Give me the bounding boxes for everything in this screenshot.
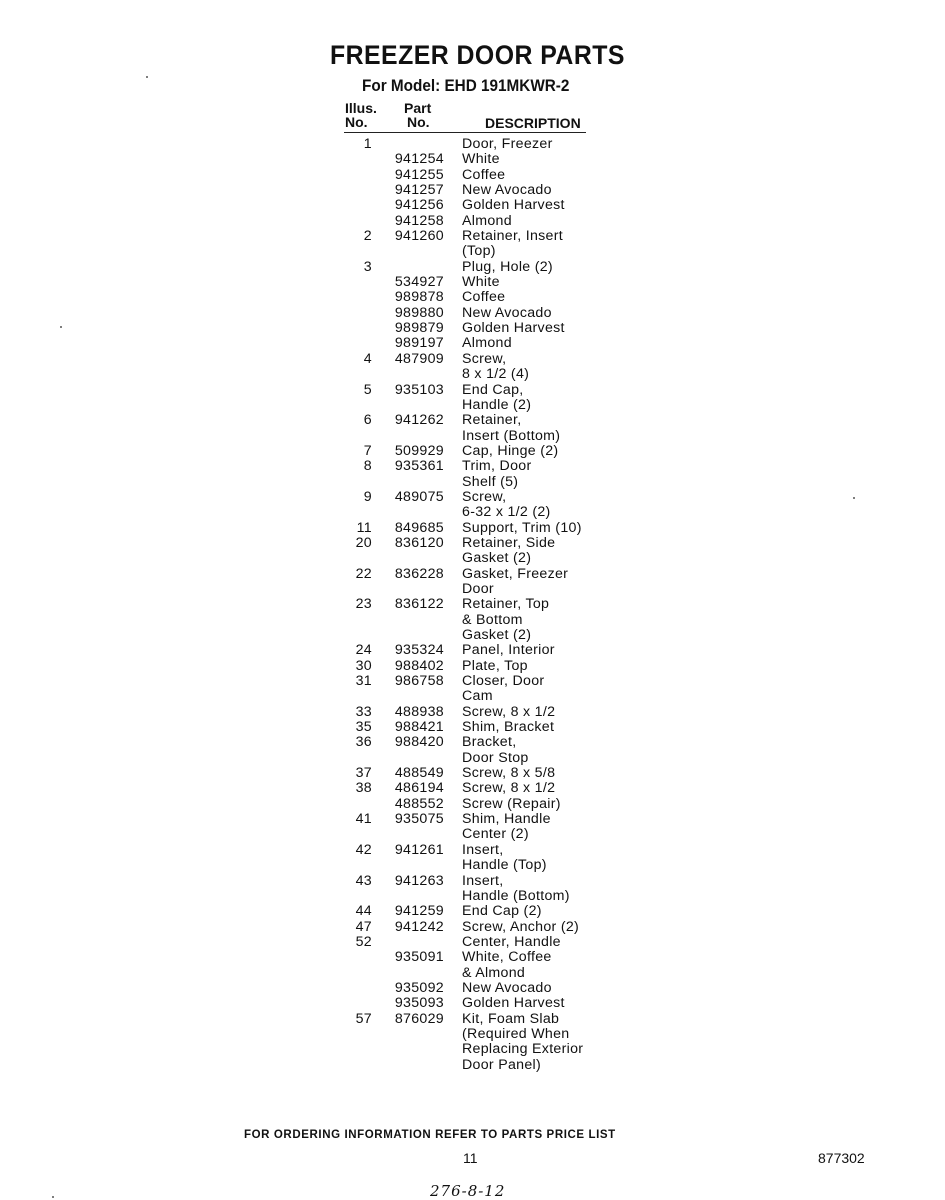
illus-number [340,152,372,167]
illus-number [340,981,372,996]
part-number: 941257 [394,182,444,199]
illus-number [340,290,372,305]
part-number: 935361 [394,458,444,475]
part-description: Almond [462,335,512,352]
part-header-line2: No. [407,114,430,130]
part-number: 935093 [394,995,444,1012]
part-number [372,628,462,643]
parts-row [340,751,610,766]
description-header: DESCRIPTION [485,115,581,131]
part-description: Gasket (2) [462,627,532,643]
part-description: Retainer, [462,412,522,429]
part-number [372,551,462,566]
parts-row [340,935,610,950]
document-number: 877302 [818,1150,865,1166]
illus-number [340,582,372,597]
part-description: Shim, Bracket [462,719,555,736]
parts-row [340,797,610,812]
parts-row [340,735,610,750]
part-description: Gasket (2) [462,550,532,567]
part-description: 6-32 x 1/2 (2) [462,504,551,521]
parts-row [340,275,610,290]
scan-speck [853,497,855,499]
illus-number [340,168,372,183]
part-description: (Top) [462,243,496,260]
part-description: New Avocado [462,979,552,996]
parts-row [340,950,610,965]
parts-row [340,152,610,167]
part-number: 488552 [394,795,444,812]
part-description: Handle (2) [462,396,532,413]
illus-number [340,751,372,766]
illus-number: 35 [355,719,372,736]
parts-row [340,505,610,520]
illus-number: 42 [355,841,372,858]
parts-row [340,874,610,889]
illus-number: 4 [363,350,372,367]
parts-row [340,352,610,367]
part-number [372,1058,462,1073]
parts-row [340,659,610,674]
part-number: 941260 [394,228,444,245]
scan-speck [146,76,148,78]
part-description: Plate, Top [462,657,528,674]
part-number: 489075 [394,488,444,505]
part-number: 935075 [394,811,444,828]
part-no-header [402,101,431,129]
part-description: Coffee [462,166,506,183]
part-number: 836120 [394,534,444,551]
part-number: 941242 [394,918,444,935]
part-description: Screw, Anchor (2) [462,918,580,935]
part-description: Screw, 8 x 5/8 [462,765,556,782]
parts-row [340,168,610,183]
illus-number [340,214,372,229]
part-number: 876029 [394,1010,444,1027]
part-description: New Avocado [462,182,552,199]
part-description: Door, Freezer [462,136,553,152]
part-description: Cap, Hinge (2) [462,442,559,459]
part-number: 989197 [394,335,444,352]
illus-number [340,858,372,873]
illus-number: 3 [363,258,372,275]
illus-number: 31 [355,673,372,690]
parts-row [340,1042,610,1057]
part-number [372,1042,462,1057]
part-description: Replacing Exterior [462,1041,584,1058]
part-description: Door Panel) [462,1056,542,1073]
parts-row [340,904,610,919]
illus-number: 38 [355,780,372,797]
parts-row [340,1058,610,1073]
part-description: Cam [462,688,493,705]
part-description: Handle (Top) [462,857,547,874]
part-description: Bracket, [462,734,517,751]
illus-number: 23 [355,596,372,613]
illus-number [340,628,372,643]
part-number: 988420 [394,734,444,751]
part-description: Closer, Door [462,673,545,690]
part-description: End Cap (2) [462,903,542,920]
parts-row [340,444,610,459]
part-description: Center, Handle [462,933,561,950]
illus-number: 20 [355,534,372,551]
scan-speck [52,1196,54,1198]
illus-number [340,398,372,413]
illus-number [340,689,372,704]
part-description: Shim, Handle [462,811,551,828]
parts-row [340,781,610,796]
parts-row [340,582,610,597]
illus-number [340,475,372,490]
header-rule [344,132,586,133]
parts-row [340,567,610,582]
part-number: 941261 [394,841,444,858]
illus-number [340,336,372,351]
part-description: Retainer, Insert [462,228,564,245]
illus-number: 36 [355,734,372,751]
part-description: New Avocado [462,304,552,321]
part-description: Insert, [462,841,504,858]
page-title: FREEZER DOOR PARTS [330,40,625,70]
part-number: 487909 [394,350,444,367]
parts-row [340,429,610,444]
parts-row [340,643,610,658]
parts-row [340,551,610,566]
illus-no-header [345,101,377,129]
illus-number [340,1027,372,1042]
illus-number: 30 [355,657,372,674]
part-number [372,613,462,628]
illus-number [340,966,372,981]
illus-number [340,367,372,382]
part-description: Shelf (5) [462,473,519,490]
page-number: 11 [463,1150,478,1166]
part-number: 534927 [394,274,444,291]
part-number [372,827,462,842]
part-description: & Bottom [462,611,523,628]
parts-row [340,398,610,413]
part-description: End Cap, [462,381,524,398]
part-number [372,751,462,766]
parts-row [340,920,610,935]
parts-row [340,383,610,398]
part-number: 941254 [394,151,444,168]
part-number: 941258 [394,212,444,229]
parts-row [340,827,610,842]
scan-speck [60,326,62,328]
parts-row [340,260,610,275]
part-number: 935091 [394,949,444,966]
illus-number [340,950,372,965]
parts-row [340,229,610,244]
illus-number [340,613,372,628]
part-description: Door [462,580,494,597]
part-number: 488549 [394,765,444,782]
illus-number: 7 [363,442,372,459]
illus-number: 1 [363,136,372,152]
part-number [372,689,462,704]
part-number [372,889,462,904]
parts-row [340,290,610,305]
part-description: Door Stop [462,749,529,766]
part-description: Handle (Bottom) [462,887,570,904]
part-description: Plug, Hole (2) [462,258,553,275]
parts-row [340,306,610,321]
illus-header-line1: Illus. [345,100,377,116]
illus-number: 41 [355,811,372,828]
parts-row [340,843,610,858]
part-description: Gasket, Freezer [462,565,569,582]
part-number: 935103 [394,381,444,398]
parts-row [340,597,610,612]
parts-row [340,889,610,904]
parts-row [340,521,610,536]
model-line: For Model: EHD 191MKWR-2 [362,76,570,95]
parts-row [340,336,610,351]
parts-row [340,1012,610,1027]
part-description: Golden Harvest [462,995,565,1012]
parts-row [340,475,610,490]
illus-number: 43 [355,872,372,889]
part-description: Center (2) [462,826,529,843]
illus-number [340,797,372,812]
illus-number: 52 [355,933,372,950]
part-description: Golden Harvest [462,320,565,337]
illus-number [340,244,372,259]
part-number: 836122 [394,596,444,613]
parts-row [340,198,610,213]
illus-header-line2: No. [345,114,368,130]
part-description: Screw, 8 x 1/2 [462,703,556,720]
part-number: 941259 [394,903,444,920]
parts-row [340,966,610,981]
part-number: 836228 [394,565,444,582]
part-number [372,505,462,520]
illus-number [340,183,372,198]
part-number: 941256 [394,197,444,214]
illus-number: 22 [355,565,372,582]
part-description: White, Coffee [462,949,552,966]
part-number: 509929 [394,442,444,459]
part-number [372,475,462,490]
part-number: 935324 [394,642,444,659]
part-description: Retainer, Top [462,596,550,613]
parts-row [340,613,610,628]
part-description: Insert, [462,872,504,889]
ordering-info-footer: FOR ORDERING INFORMATION REFER TO PARTS PRICE LIST [244,1129,616,1141]
parts-row [340,536,610,551]
part-description: Golden Harvest [462,197,565,214]
illus-number [340,306,372,321]
part-number [372,582,462,597]
part-number: 988421 [394,719,444,736]
part-number [372,260,462,275]
part-description: Almond [462,212,512,229]
illus-number: 5 [363,381,372,398]
illus-number [340,1042,372,1057]
parts-row [340,766,610,781]
parts-row [340,244,610,259]
part-number: 989878 [394,289,444,306]
illus-number: 37 [355,765,372,782]
illus-number [340,321,372,336]
part-number: 935092 [394,979,444,996]
illus-number: 24 [355,642,372,659]
part-description: (Required When [462,1025,570,1042]
part-number [372,935,462,950]
parts-row [340,214,610,229]
part-number: 988402 [394,657,444,674]
parts-row [340,413,610,428]
parts-row [340,1027,610,1042]
part-description: White [462,151,500,168]
illus-number: 6 [363,412,372,429]
part-number: 986758 [394,673,444,690]
illus-number [340,429,372,444]
illus-number [340,889,372,904]
part-description: Coffee [462,289,506,306]
parts-row [340,137,610,152]
parts-row [340,183,610,198]
illus-number: 47 [355,918,372,935]
parts-row [340,689,610,704]
illus-number [340,1058,372,1073]
illus-number [340,827,372,842]
parts-row [340,321,610,336]
part-number: 989879 [394,320,444,337]
illus-number [340,996,372,1011]
part-description: 8 x 1/2 (4) [462,366,530,383]
illus-number: 2 [363,228,372,245]
part-number [372,858,462,873]
part-number: 849685 [394,519,444,536]
part-number [372,137,462,152]
part-number [372,244,462,259]
illus-number: 9 [363,488,372,505]
illus-number [340,505,372,520]
part-description: Screw, [462,488,507,505]
part-number [372,367,462,382]
parts-row [340,490,610,505]
part-number: 941262 [394,412,444,429]
illus-number [340,198,372,213]
part-number: 941263 [394,872,444,889]
part-number: 941255 [394,166,444,183]
part-description: Screw (Repair) [462,795,561,812]
part-number [372,429,462,444]
parts-row [340,812,610,827]
part-description: Screw, 8 x 1/2 [462,780,556,797]
part-description: Trim, Door [462,458,532,475]
part-header-line1: Part [404,100,432,116]
illus-number: 33 [355,703,372,720]
part-number [372,398,462,413]
parts-row [340,858,610,873]
illus-number: 11 [356,519,372,536]
part-number: 488938 [394,703,444,720]
illus-number: 44 [355,903,372,920]
parts-row [340,628,610,643]
part-description: Panel, Interior [462,642,555,659]
illus-number [340,275,372,290]
parts-row [340,367,610,382]
illus-number: 57 [355,1010,372,1027]
parts-row [340,459,610,474]
part-number: 486194 [394,780,444,797]
part-description: & Almond [462,964,526,981]
part-description: Kit, Foam Slab [462,1010,560,1027]
illus-number [340,551,372,566]
part-description: Retainer, Side [462,534,556,551]
handwritten-note: 276-8-12 [430,1182,506,1200]
illus-number: 8 [363,458,372,475]
parts-row [340,996,610,1011]
parts-row [340,720,610,735]
part-description: Screw, [462,350,507,367]
part-description: Insert (Bottom) [462,427,561,444]
part-number: 989880 [394,304,444,321]
parts-row [340,981,610,996]
part-description: White [462,274,500,291]
parts-list [340,137,610,1073]
part-number [372,966,462,981]
parts-row [340,674,610,689]
part-description: Support, Trim (10) [462,519,582,536]
parts-row [340,705,610,720]
part-number [372,1027,462,1042]
